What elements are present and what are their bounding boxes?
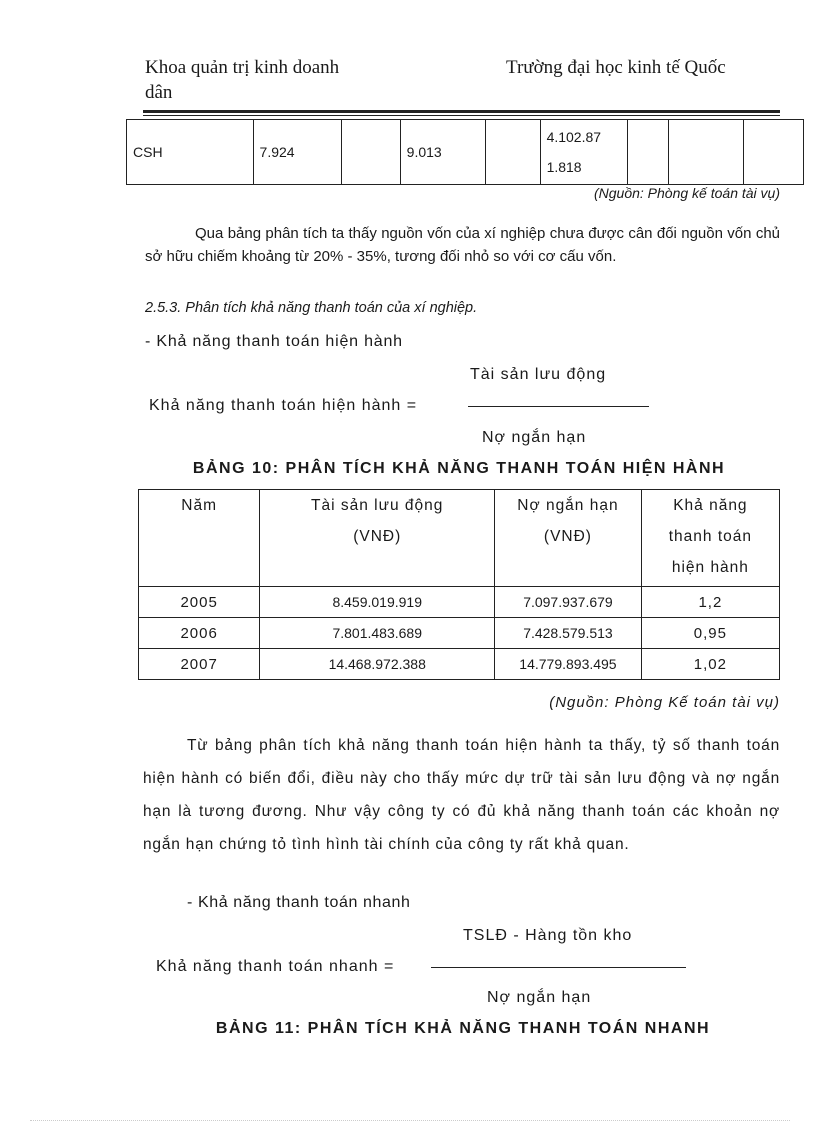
table-cell (486, 120, 541, 185)
header-rule-thin (143, 115, 780, 116)
formula-lhs: Khả năng thanh toán hiện hành = (149, 397, 418, 414)
header-line: Nợ ngắn hạn (517, 497, 619, 514)
column-header (641, 490, 779, 587)
capital-structure-table-fragment (126, 119, 804, 185)
fraction-line (431, 967, 686, 968)
table-cell: 14.779.893.495 (495, 649, 642, 680)
formula-numerator: TSLĐ - Hàng tồn kho (463, 927, 633, 944)
formula-lhs: Khả năng thanh toán nhanh = (156, 958, 395, 975)
table-cell: CSH (127, 120, 254, 185)
table-caption: BẢNG 11: PHÂN TÍCH KHẢ NĂNG THANH TOÁN NHANH (215, 1020, 711, 1037)
table-cell (669, 120, 744, 185)
table-header-row (139, 490, 780, 587)
header-left-continued: dân (145, 82, 173, 103)
header-right: Trường đại học kinh tế Quốc (506, 57, 726, 78)
table-cell (744, 120, 804, 185)
table-cell (628, 120, 669, 185)
list-item: - Khả năng thanh toán hiện hành (145, 333, 403, 350)
header-rule-thick (143, 110, 780, 113)
table-cell-multiline (540, 120, 627, 185)
column-header (495, 490, 642, 587)
header-left: Khoa quản trị kinh doanh (145, 57, 340, 78)
header-line: Tài sản lưu động (311, 497, 444, 514)
table-row (139, 649, 780, 680)
header-line: Khả năng (673, 497, 748, 514)
table-caption: BẢNG 10: PHÂN TÍCH KHẢ NĂNG THANH TOÁN HIỆN HÀNH (192, 460, 726, 477)
table-cell: 8.459.019.919 (260, 587, 495, 618)
table-cell (342, 120, 401, 185)
table-cell: 7.924 (253, 120, 341, 185)
paragraph: Từ bảng phân tích khả năng thanh toán hiện hành ta thấy, tỷ số thanh toán hiện hành có biến đổi, điều này cho thấy mức dự trữ tài sản lưu động và nợ ngắn hạn là tương đương. Như vậy công ty có đủ khả năng thanh toán các khoản nợ ngắn hạn chứng tỏ tình hình tài chính của công ty rất khả quan. (143, 737, 780, 853)
table-cell: 1,2 (641, 587, 779, 618)
table-cell: 7.801.483.689 (260, 618, 495, 649)
paragraph: Qua bảng phân tích ta thấy nguồn vốn của xí nghiệp chưa được cân đối nguồn vốn chủ sở hữu chiếm khoảng từ 20% - 35%, tương đối nhỏ so với cơ cấu vốn. (145, 225, 780, 265)
list-item: - Khả năng thanh toán nhanh (187, 894, 411, 911)
formula-numerator: Tài sản lưu động (470, 366, 607, 383)
formula-denominator: Nợ ngắn hạn (487, 989, 592, 1006)
header-line: hiện hành (671, 559, 749, 576)
column-header (260, 490, 495, 587)
formula-denominator: Nợ ngắn hạn (482, 429, 587, 446)
column-header (139, 490, 260, 587)
source-note: (Nguồn: Phòng kế toán tài vụ) (593, 185, 780, 201)
fraction-line (468, 406, 649, 407)
cell-line: 4.102.87 (546, 129, 602, 145)
table-cell: 9.013 (400, 120, 485, 185)
table-row (139, 587, 780, 618)
table-cell: 14.468.972.388 (260, 649, 495, 680)
current-ratio-table (138, 489, 780, 680)
page-bottom-divider (30, 1120, 790, 1121)
table-cell: 1,02 (641, 649, 779, 680)
section-heading: 2.5.3. Phân tích khả năng thanh toán của xí nghiệp. (145, 300, 478, 316)
table-cell: 0,95 (641, 618, 779, 649)
table-row (127, 120, 804, 185)
cell-line: 1.818 (546, 159, 582, 175)
header-line: Năm (181, 497, 218, 514)
source-note: (Nguồn: Phòng Kế toán tài vụ) (549, 694, 780, 711)
table-cell: 2006 (139, 618, 260, 649)
header-line: (VNĐ) (543, 528, 592, 545)
table-cell: 2007 (139, 649, 260, 680)
table-row (139, 618, 780, 649)
header-line: thanh toán (668, 528, 752, 545)
header-line: (VNĐ) (353, 528, 402, 545)
table-cell: 2005 (139, 587, 260, 618)
table-cell: 7.428.579.513 (495, 618, 642, 649)
table-cell: 7.097.937.679 (495, 587, 642, 618)
